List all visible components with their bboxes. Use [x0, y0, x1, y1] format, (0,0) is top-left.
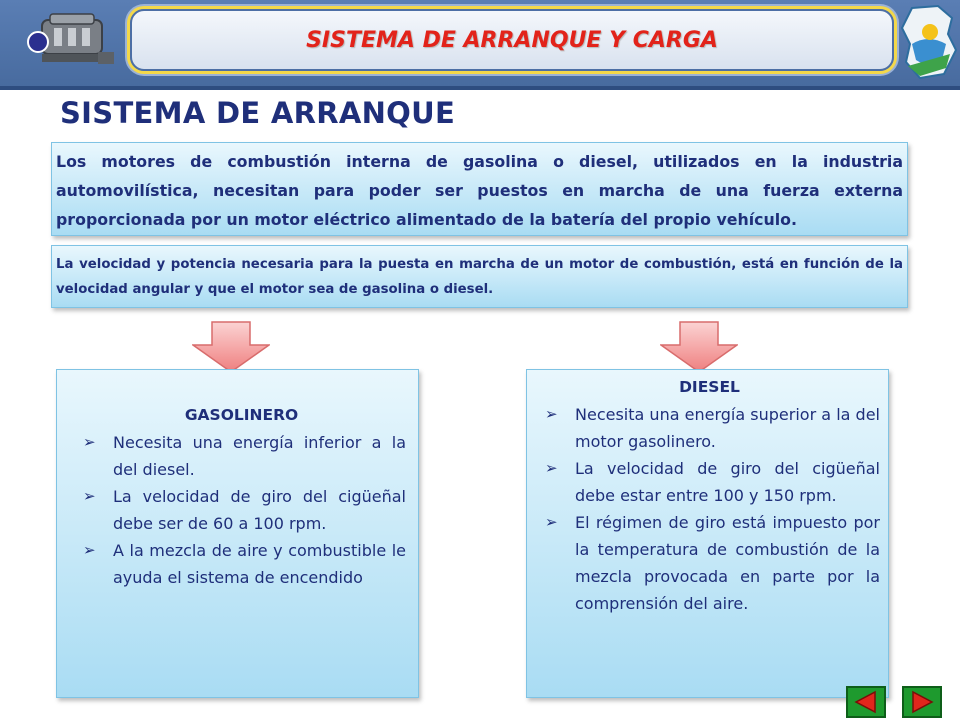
- previous-slide-button[interactable]: [846, 686, 886, 718]
- diesel-box: [526, 369, 889, 698]
- list-item: ➢ Necesita una energía superior a la del motor gasolinero.: [539, 401, 880, 455]
- section-title: SISTEMA DE ARRANQUE: [60, 96, 456, 130]
- gasolinero-list: [77, 429, 406, 591]
- list-item: ➢ A la mezcla de aire y combustible le ayuda el sistema de encendido: [77, 537, 406, 591]
- diesel-heading: DIESEL: [679, 378, 740, 396]
- list-item: ➢ Necesita una energía inferior a la del diesel.: [77, 429, 406, 483]
- triangle-right-icon: [909, 690, 935, 714]
- triangle-left-icon: [853, 690, 879, 714]
- list-item: ➢ La velocidad de giro del cigüeñal debe ser de 60 a 100 rpm.: [77, 483, 406, 537]
- title-box: [130, 9, 894, 71]
- gasolinero-heading: GASOLINERO: [184, 406, 299, 424]
- next-slide-button[interactable]: [902, 686, 942, 718]
- intro-paragraph: Los motores de combustión interna de gasolina o diesel, utilizados en la industria automovilística, necesitan para poder ser puestos en marcha de una fuerza externa proporcionada por un motor eléctrico alimentado de la batería del propio vehículo.: [51, 142, 908, 236]
- list-item: ➢ El régimen de giro está impuesto por la temperatura de combustión de la mezcla provocada en parte por la comprensión del aire.: [539, 509, 880, 617]
- diesel-list: [539, 401, 880, 617]
- down-arrow-icon: [192, 321, 270, 373]
- secondary-paragraph: La velocidad y potencia necesaria para la puesta en marcha de un motor de combustión, está en función de la velocidad angular y que el motor sea de gasolina o diesel.: [51, 245, 908, 308]
- down-arrow-icon: [660, 321, 738, 373]
- gasolinero-box: [56, 369, 419, 698]
- regional-map-icon: [898, 4, 958, 80]
- list-item: ➢ La velocidad de giro del cigüeñal debe estar entre 100 y 150 rpm.: [539, 455, 880, 509]
- engine-icon: [22, 12, 118, 68]
- page-title: SISTEMA DE ARRANQUE Y CARGA: [306, 27, 718, 53]
